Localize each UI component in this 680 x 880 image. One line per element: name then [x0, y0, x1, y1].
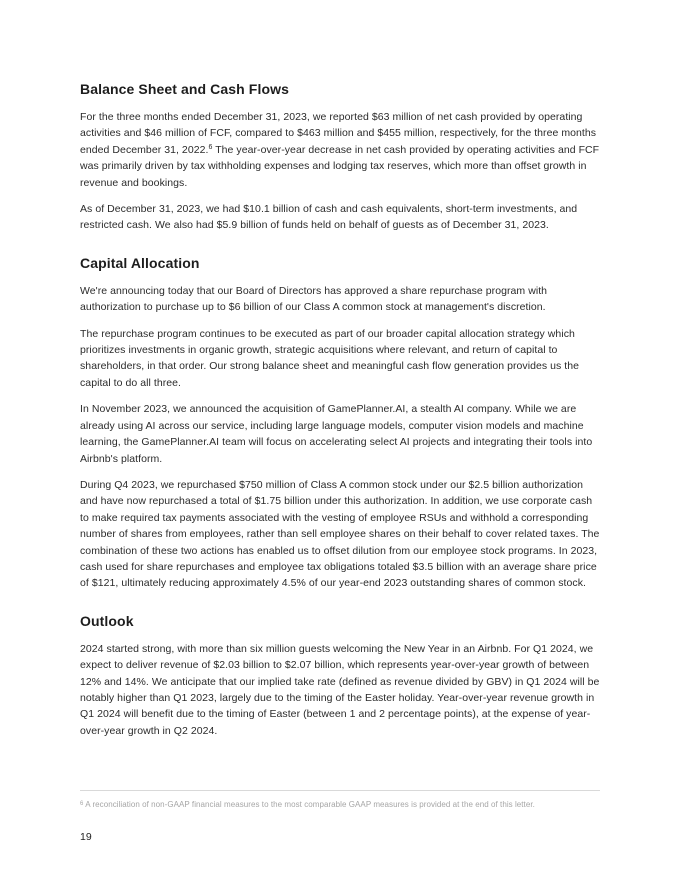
paragraph-text-after-footnote-ref: The year-over-year decrease in net cash provided by operating activities and FCF was primarily driven by tax withholding expenses and lodging tax reserves, which more than offset growth in revenue and bookings.	[80, 143, 600, 189]
section-heading-capital-allocation: Capital Allocation	[80, 254, 200, 271]
paragraph-q1-2024-guidance: 2024 started strong, with more than six million guests welcoming the New Year in an Airbnb. For Q1 2024, we expect to deliver revenue of $2.03 billion to $2.07 billion, which represents year-over-year growth of between 12% and 14%. We anticipate that our implied take rate (defined as revenue divided by GBV) in Q1 2024 will be notably higher than Q1 2023, largely due to the timing of the Easter holiday. Year-over-year revenue growth in Q1 2024 will benefit due to the timing of Easter (between 1 and 2 percentage points), at the expense of year-over-year growth in Q2 2024.	[80, 642, 600, 737]
paragraph-q4-repurchase-details: During Q4 2023, we repurchased $750 million of Class A common stock under our $2.5 billion authorization and have now repurchased a total of $1.75 billion under this authorization. In addition, we use corporate cash to make required tax payments associated with the vesting of employee RSUs and withhold a corresponding number of shares from employees, rather than sell employee shares on their behalf to cover related taxes. The combination of these two actions has enabled us to offset dilution from our employee stock programs. In 2023, cash used for share repurchases and employee tax obligations totaled $3.5 billion with an average share price of $121, ultimately reducing approximately 4.5% of our year-end 2023 outstanding shares of common stock.	[80, 478, 600, 590]
section-heading-balance-sheet-and-cash-flows: Balance Sheet and Cash Flows	[80, 81, 289, 97]
section-outlook	[80, 612, 601, 739]
footnote-divider	[80, 790, 600, 791]
footnote-body: A reconciliation of non-GAAP financial measures to the most comparable GAAP measures is provided at the end of this letter.	[85, 800, 535, 809]
paragraph-share-repurchase-announcement: We're announcing today that our Board of Directors has approved a share repurchase program with authorization to purchase up to $6 billion of our Class A common stock at management's discretion.	[80, 284, 548, 314]
section-capital-allocation	[80, 254, 601, 592]
document-content	[80, 80, 601, 749]
paragraph-net-cash-fcf	[80, 109, 601, 191]
section-heading-outlook: Outlook	[80, 612, 134, 629]
page-number: 19	[80, 831, 92, 843]
footnote-text	[80, 799, 600, 810]
footnote-reference: 6	[208, 143, 213, 151]
paragraph-text-before-footnote-ref: For the three months ended December 31, 2023, we reported $63 million of net cash provided by operating activities and $46 million of FCF, compared to $463 million and $455 million, respectively, for the three months ended December 31, 2022.	[80, 111, 597, 156]
footnote-marker: 6	[80, 800, 84, 807]
section-balance-sheet-and-cash-flows	[80, 80, 601, 234]
paragraph-cash-balance: As of December 31, 2023, we had $10.1 billion of cash and cash equivalents, short-term investments, and restricted cash. We also had $5.9 billion of funds held on behalf of guests as of December 31, 2023.	[80, 203, 578, 232]
paragraph-capital-allocation-strategy: The repurchase program continues to be executed as part of our broader capital allocation strategy which prioritizes investments in organic growth, strategic acquisitions where relevant, and return of capital to shareholders, in that order. Our strong balance sheet and meaningful cash flow generation provides us the capital to do all three.	[80, 327, 580, 389]
paragraph-gameplanner-acquisition: In November 2023, we announced the acquisition of GamePlanner.AI, a stealth AI company. While we are already using AI across our service, including large language models, computer vision models and machine learning, the GamePlanner.AI team will focus on accelerating select AI projects and integrating their tools into Airbnb's platform.	[80, 403, 593, 465]
